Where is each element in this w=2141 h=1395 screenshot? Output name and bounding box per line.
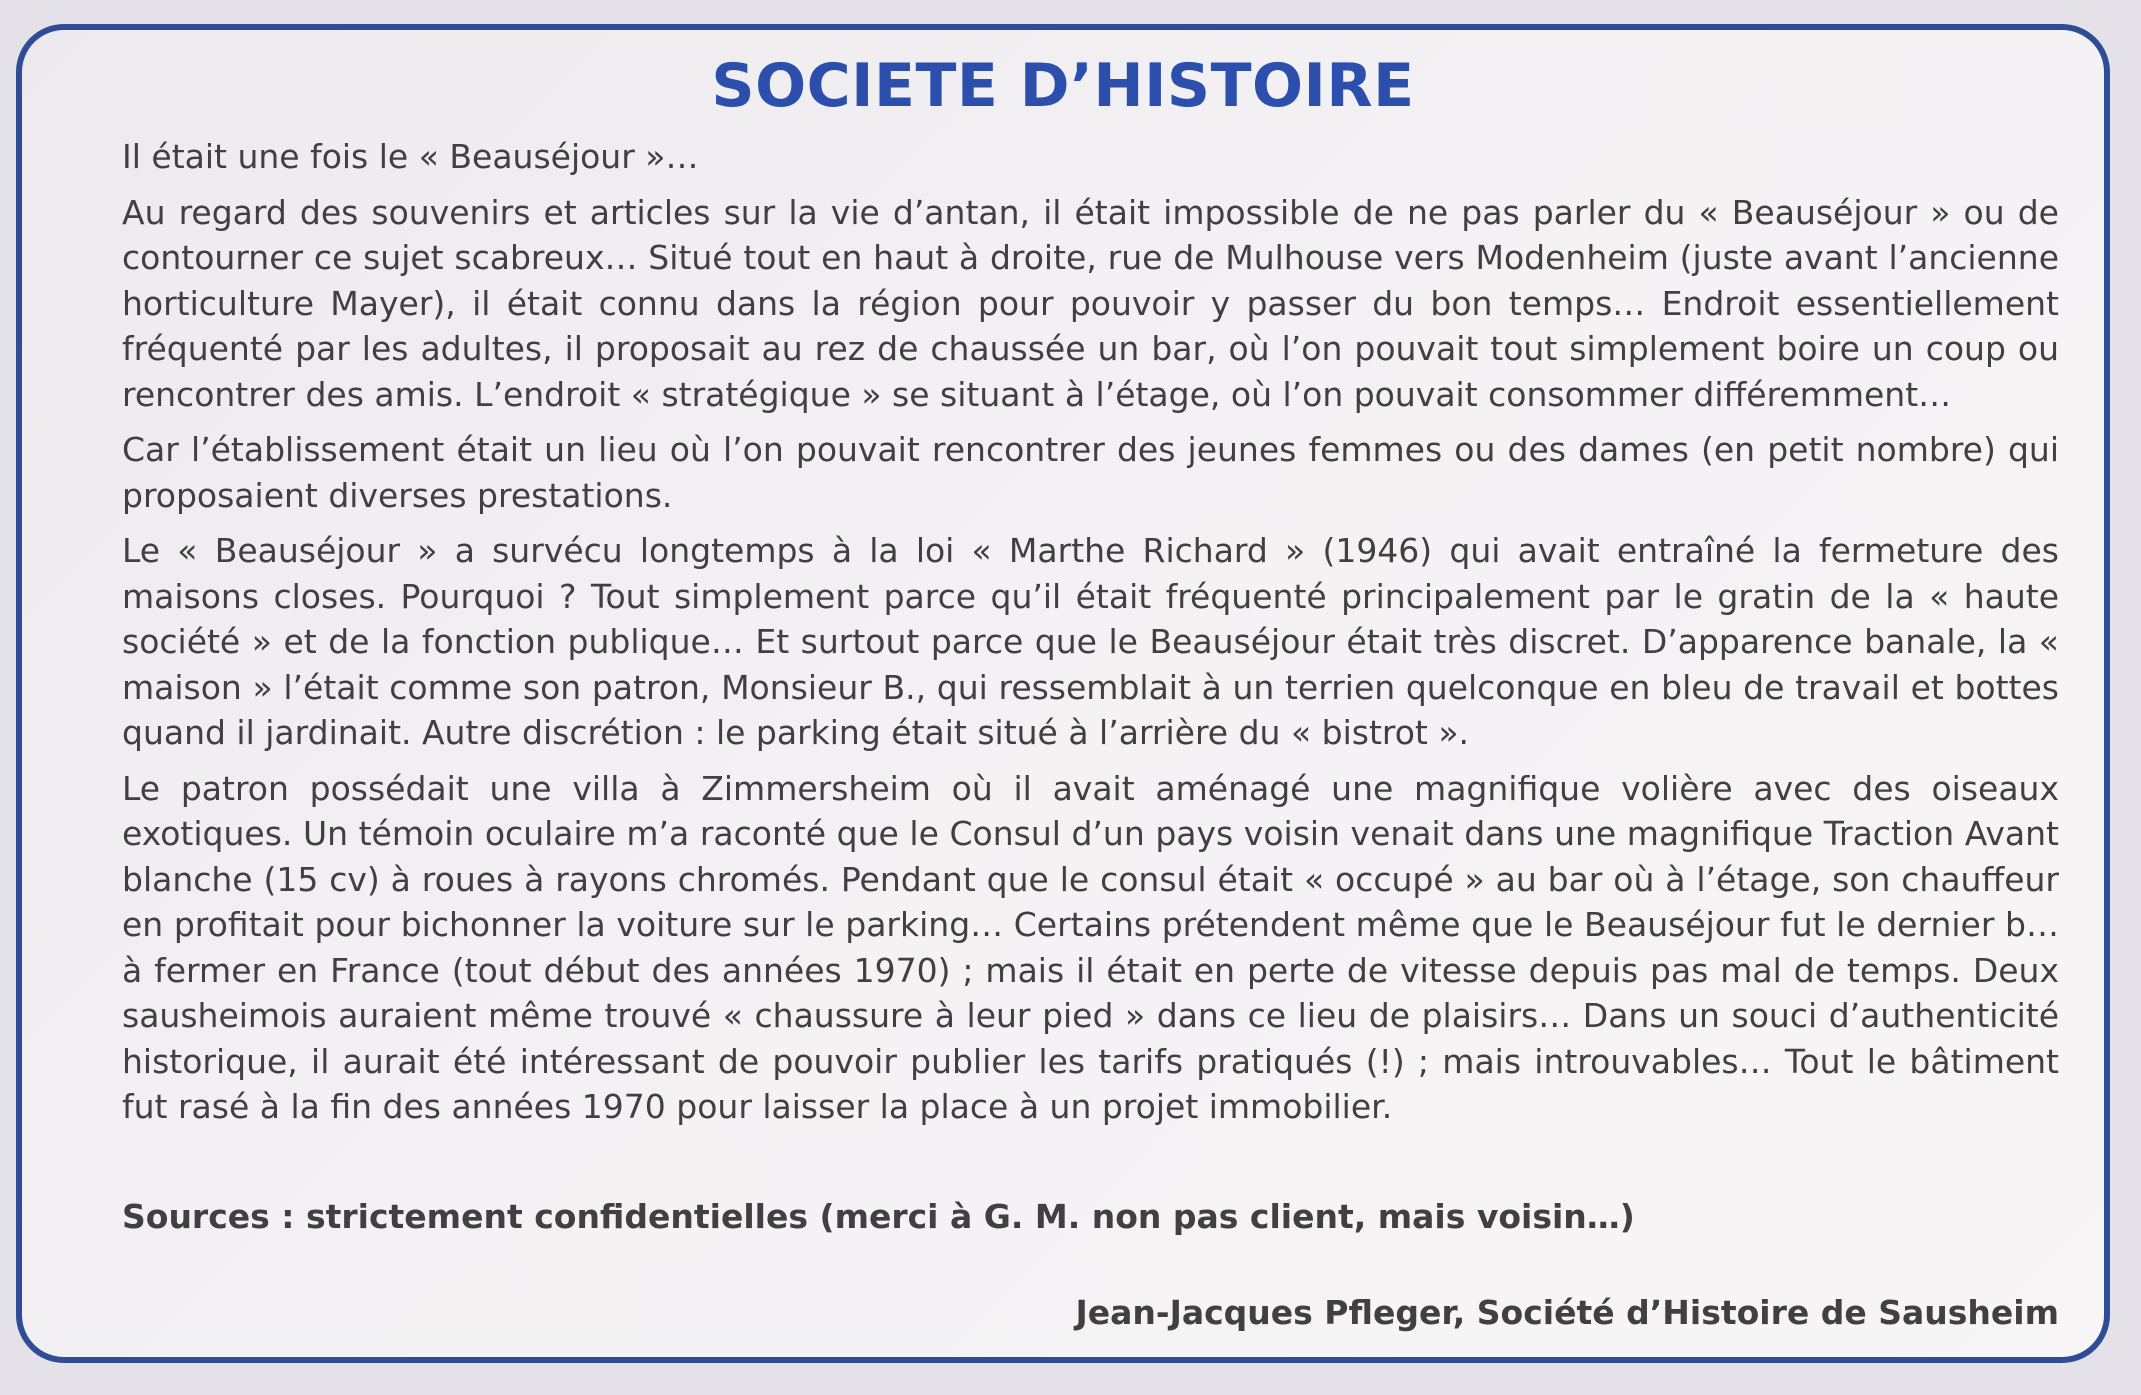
article-paragraph: Le patron possédait une villa à Zimmersheim où il avait aménagé une magnifique volière avec des oiseaux exotiques. Un témoin oculaire m’a raconté que le Consul d’un pays voisin venait dans une magnifique Traction Avant blanche (15 cv) à roues à rayons chromés. Pendant que le consul était « occupé » au bar où à l’étage, son chauffeur en profitait pour bichonner la voiture sur le parking… Certains prétendent même que le Beauséjour fut le dernier b… à fermer en France (tout début des années 1970) ; mais il était en perte de vitesse depuis pas mal de temps. Deux sausheimois auraient même trouvé « chaussure à leur pied » dans ce lieu de plaisirs… Dans un souci d’authenticité historique, il aurait été intéressant de pouvoir publier les tarifs pratiqués (!) ; mais introuvables… Tout le bâtiment fut rasé à la fin des années 1970 pour laisser la place à un projet immobilier. <box>122 768 2059 1126</box>
article-paragraph: Le « Beauséjour » a survécu longtemps à la loi « Marthe Richard » (1946) qui avait entraîné la fermeture des maisons closes. Pourquoi ? Tout simplement parce qu’il était fréquenté principalement par le gratin de la « haute société » et de la fonction publique… Et surtout parce que le Beauséjour était très discret. D’apparence banale, la « maison » l’était comme son patron, Monsieur B., qui ressemblait à un terrien quelconque en bleu de travail et bottes quand il jardinait. Autre discrétion : le parking était situé à l’arrière du « bistrot ». <box>122 531 2059 752</box>
article-sources: Sources : strictement confidentielles (merci à G. M. non pas client, mais voisin…) <box>122 1197 1635 1236</box>
article-signature: Jean-Jacques Pfleger, Société d’Histoire de Sausheim <box>1075 1293 2059 1332</box>
article-intro-paragraph: Il était une fois le « Beauséjour »… <box>122 137 699 176</box>
article-paragraph: Car l’établissement était un lieu où l’on pouvait rencontrer des jeunes femmes ou des dames (en petit nombre) qui proposaient diverses prestations. <box>122 430 2059 515</box>
article-body <box>122 134 2059 1140</box>
article-paragraph: Au regard des souvenirs et articles sur la vie d’antan, il était impossible de ne pas parler du « Beauséjour » ou de contourner ce sujet scabreux… Situé tout en haut à droite, rue de Mulhouse vers Modenheim (juste avant l’ancienne horticulture Mayer), il était connu dans la région pour pouvoir y passer du bon temps… Endroit essentiellement fréquenté par les adultes, il proposait au rez de chaussée un bar, où l’on pouvait tout simplement boire un coup ou rencontrer des amis. L’endroit « stratégique » se situant à l’étage, où l’on pouvait consommer différemment… <box>122 192 2059 414</box>
article-frame <box>16 24 2110 1363</box>
article-title: SOCIETE D’HISTOIRE <box>711 51 1415 121</box>
